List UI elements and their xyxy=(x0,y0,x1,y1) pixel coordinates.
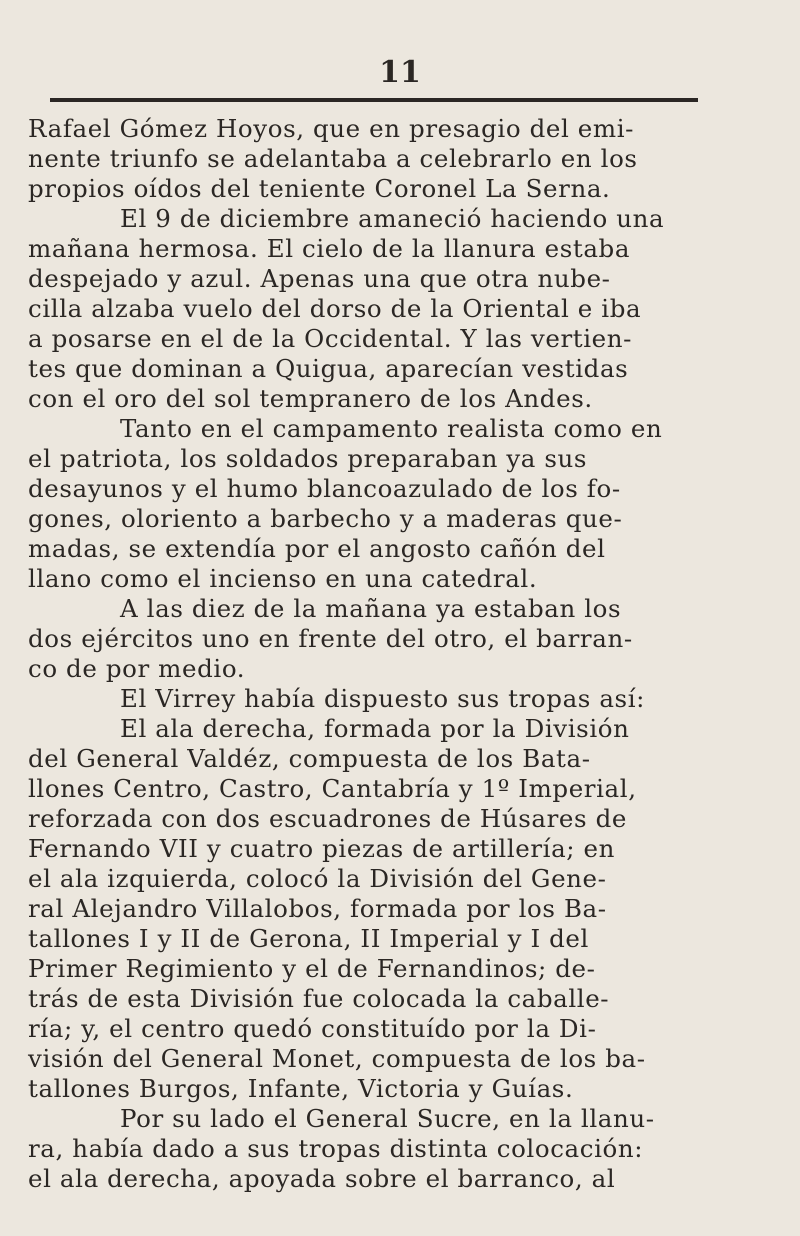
text-line: A las diez de la mañana ya estaban los xyxy=(120,594,622,623)
text-line: desayunos y el humo blancoazulado de los fo- xyxy=(28,474,621,503)
text-line: Por su lado el General Sucre, en la llanu- xyxy=(120,1104,655,1133)
header-rule xyxy=(50,98,698,102)
text-line: El ala derecha, formada por la División xyxy=(120,714,630,743)
text-line: tallones I y II de Gerona, II Imperial y I del xyxy=(28,924,589,953)
text-line: Tanto en el campamento realista como en xyxy=(120,414,663,443)
text-line: El Virrey había dispuesto sus tropas así: xyxy=(120,684,646,713)
text-line: visión del General Monet, compuesta de los ba- xyxy=(28,1044,646,1073)
text-line: dos ejércitos uno en frente del otro, el barran- xyxy=(28,624,633,653)
page-number: 11 xyxy=(379,55,421,90)
text-line: El 9 de diciembre amaneció haciendo una xyxy=(120,204,665,233)
text-line: el ala derecha, apoyada sobre el barranco, al xyxy=(28,1164,616,1193)
text-line: propios oídos del teniente Coronel La Serna. xyxy=(28,174,611,203)
text-line: ra, había dado a sus tropas distinta colocación: xyxy=(28,1134,644,1163)
text-line: llano como el incienso en una catedral. xyxy=(28,564,538,593)
body-text xyxy=(28,114,710,1194)
text-line: el patriota, los soldados preparaban ya sus xyxy=(28,444,588,473)
text-line: tallones Burgos, Infante, Victoria y Guías. xyxy=(28,1074,574,1103)
text-line: a posarse en el de la Occidental. Y las vertien- xyxy=(28,324,633,353)
text-line: del General Valdéz, compuesta de los Bata- xyxy=(28,744,591,773)
text-line: cilla alzaba vuelo del dorso de la Oriental e iba xyxy=(28,294,642,323)
text-line: despejado y azul. Apenas una que otra nube- xyxy=(28,264,611,293)
text-line: gones, oloriento a barbecho y a maderas que- xyxy=(28,504,623,533)
text-line: mañana hermosa. El cielo de la llanura estaba xyxy=(28,234,631,263)
text-line: el ala izquierda, colocó la División del Gene- xyxy=(28,864,607,893)
text-line: Fernando VII y cuatro piezas de artillería; en xyxy=(28,834,616,863)
text-line: Rafael Gómez Hoyos, que en presagio del emi- xyxy=(28,114,635,143)
text-line: con el oro del sol tempranero de los Andes. xyxy=(28,384,593,413)
text-line: tes que dominan a Quigua, aparecían vestidas xyxy=(28,354,629,383)
text-line: ría; y, el centro quedó constituído por la Di- xyxy=(28,1014,597,1043)
text-line: nente triunfo se adelantaba a celebrarlo en los xyxy=(28,144,638,173)
text-line: reforzada con dos escuadrones de Húsares de xyxy=(28,804,627,833)
text-line: ral Alejandro Villalobos, formada por los Ba- xyxy=(28,894,607,923)
text-line: llones Centro, Castro, Cantabría y 1º Imperial, xyxy=(28,774,637,803)
text-line: Primer Regimiento y el de Fernandinos; de- xyxy=(28,954,596,983)
text-line: co de por medio. xyxy=(28,654,246,683)
text-line: madas, se extendía por el angosto cañón del xyxy=(28,534,606,563)
text-line: trás de esta División fue colocada la caballe- xyxy=(28,984,610,1013)
